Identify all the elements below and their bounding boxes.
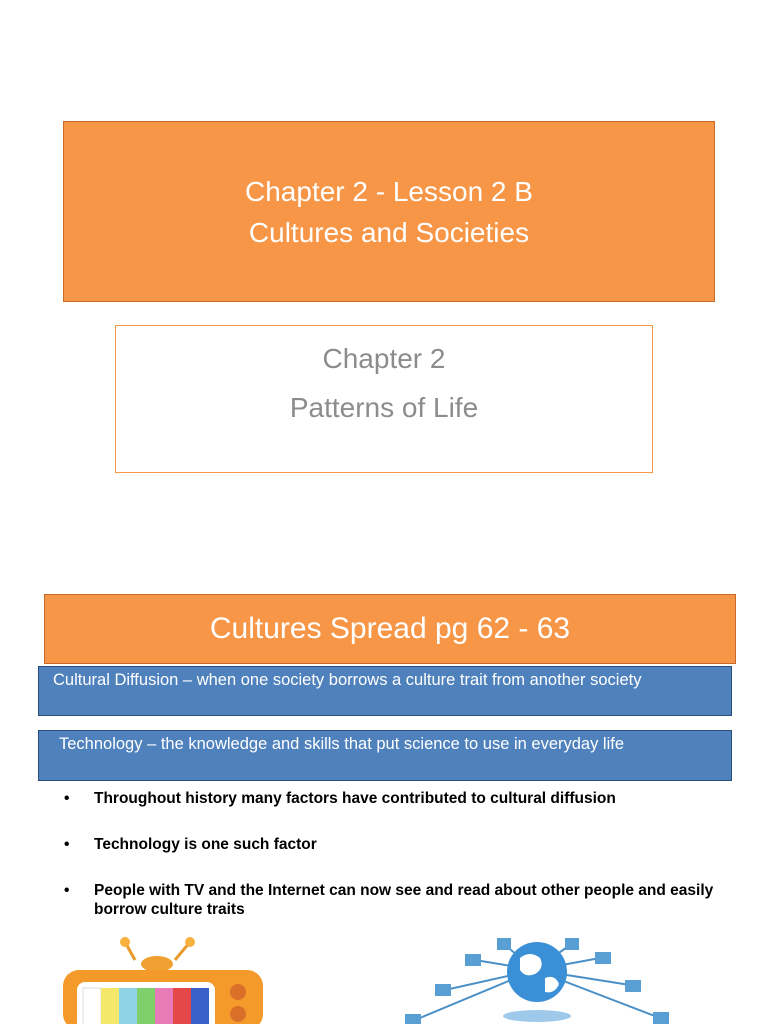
definition-cultural-diffusion xyxy=(38,666,732,716)
section-heading: Cultures Spread pg 62 - 63 xyxy=(44,594,736,664)
title-slide-box xyxy=(63,121,715,302)
subtitle-line-2: Patterns of Life xyxy=(289,392,479,423)
definition-text: – the knowledge and skills that put science to use in everyday life xyxy=(142,735,625,753)
list-item: • People with TV and the Internet can now see and read about other people and easily borrow culture traits xyxy=(64,882,714,918)
subtitle-box xyxy=(115,325,653,473)
subtitle-line-1: Chapter 2 xyxy=(322,343,446,374)
globe-network-icon xyxy=(385,930,690,1024)
title-line-2: Cultures and Societies xyxy=(248,216,530,248)
television-icon xyxy=(55,930,265,1024)
title-line-1: Chapter 2 - Lesson 2 B xyxy=(245,175,533,207)
definition-technology xyxy=(38,730,732,781)
list-item: • Technology is one such factor xyxy=(64,836,317,853)
bullet-list xyxy=(60,789,720,946)
list-item: • Throughout history many factors have contributed to cultural diffusion xyxy=(64,790,616,807)
bullet-icon: • xyxy=(64,882,70,899)
bullet-icon: • xyxy=(64,790,70,807)
definition-text: – when one society borrows a culture trait from another society xyxy=(178,671,642,689)
definition-term: Cultural Diffusion xyxy=(53,671,179,689)
definition-term: Technology xyxy=(59,735,143,753)
bullet-icon: • xyxy=(64,836,70,853)
